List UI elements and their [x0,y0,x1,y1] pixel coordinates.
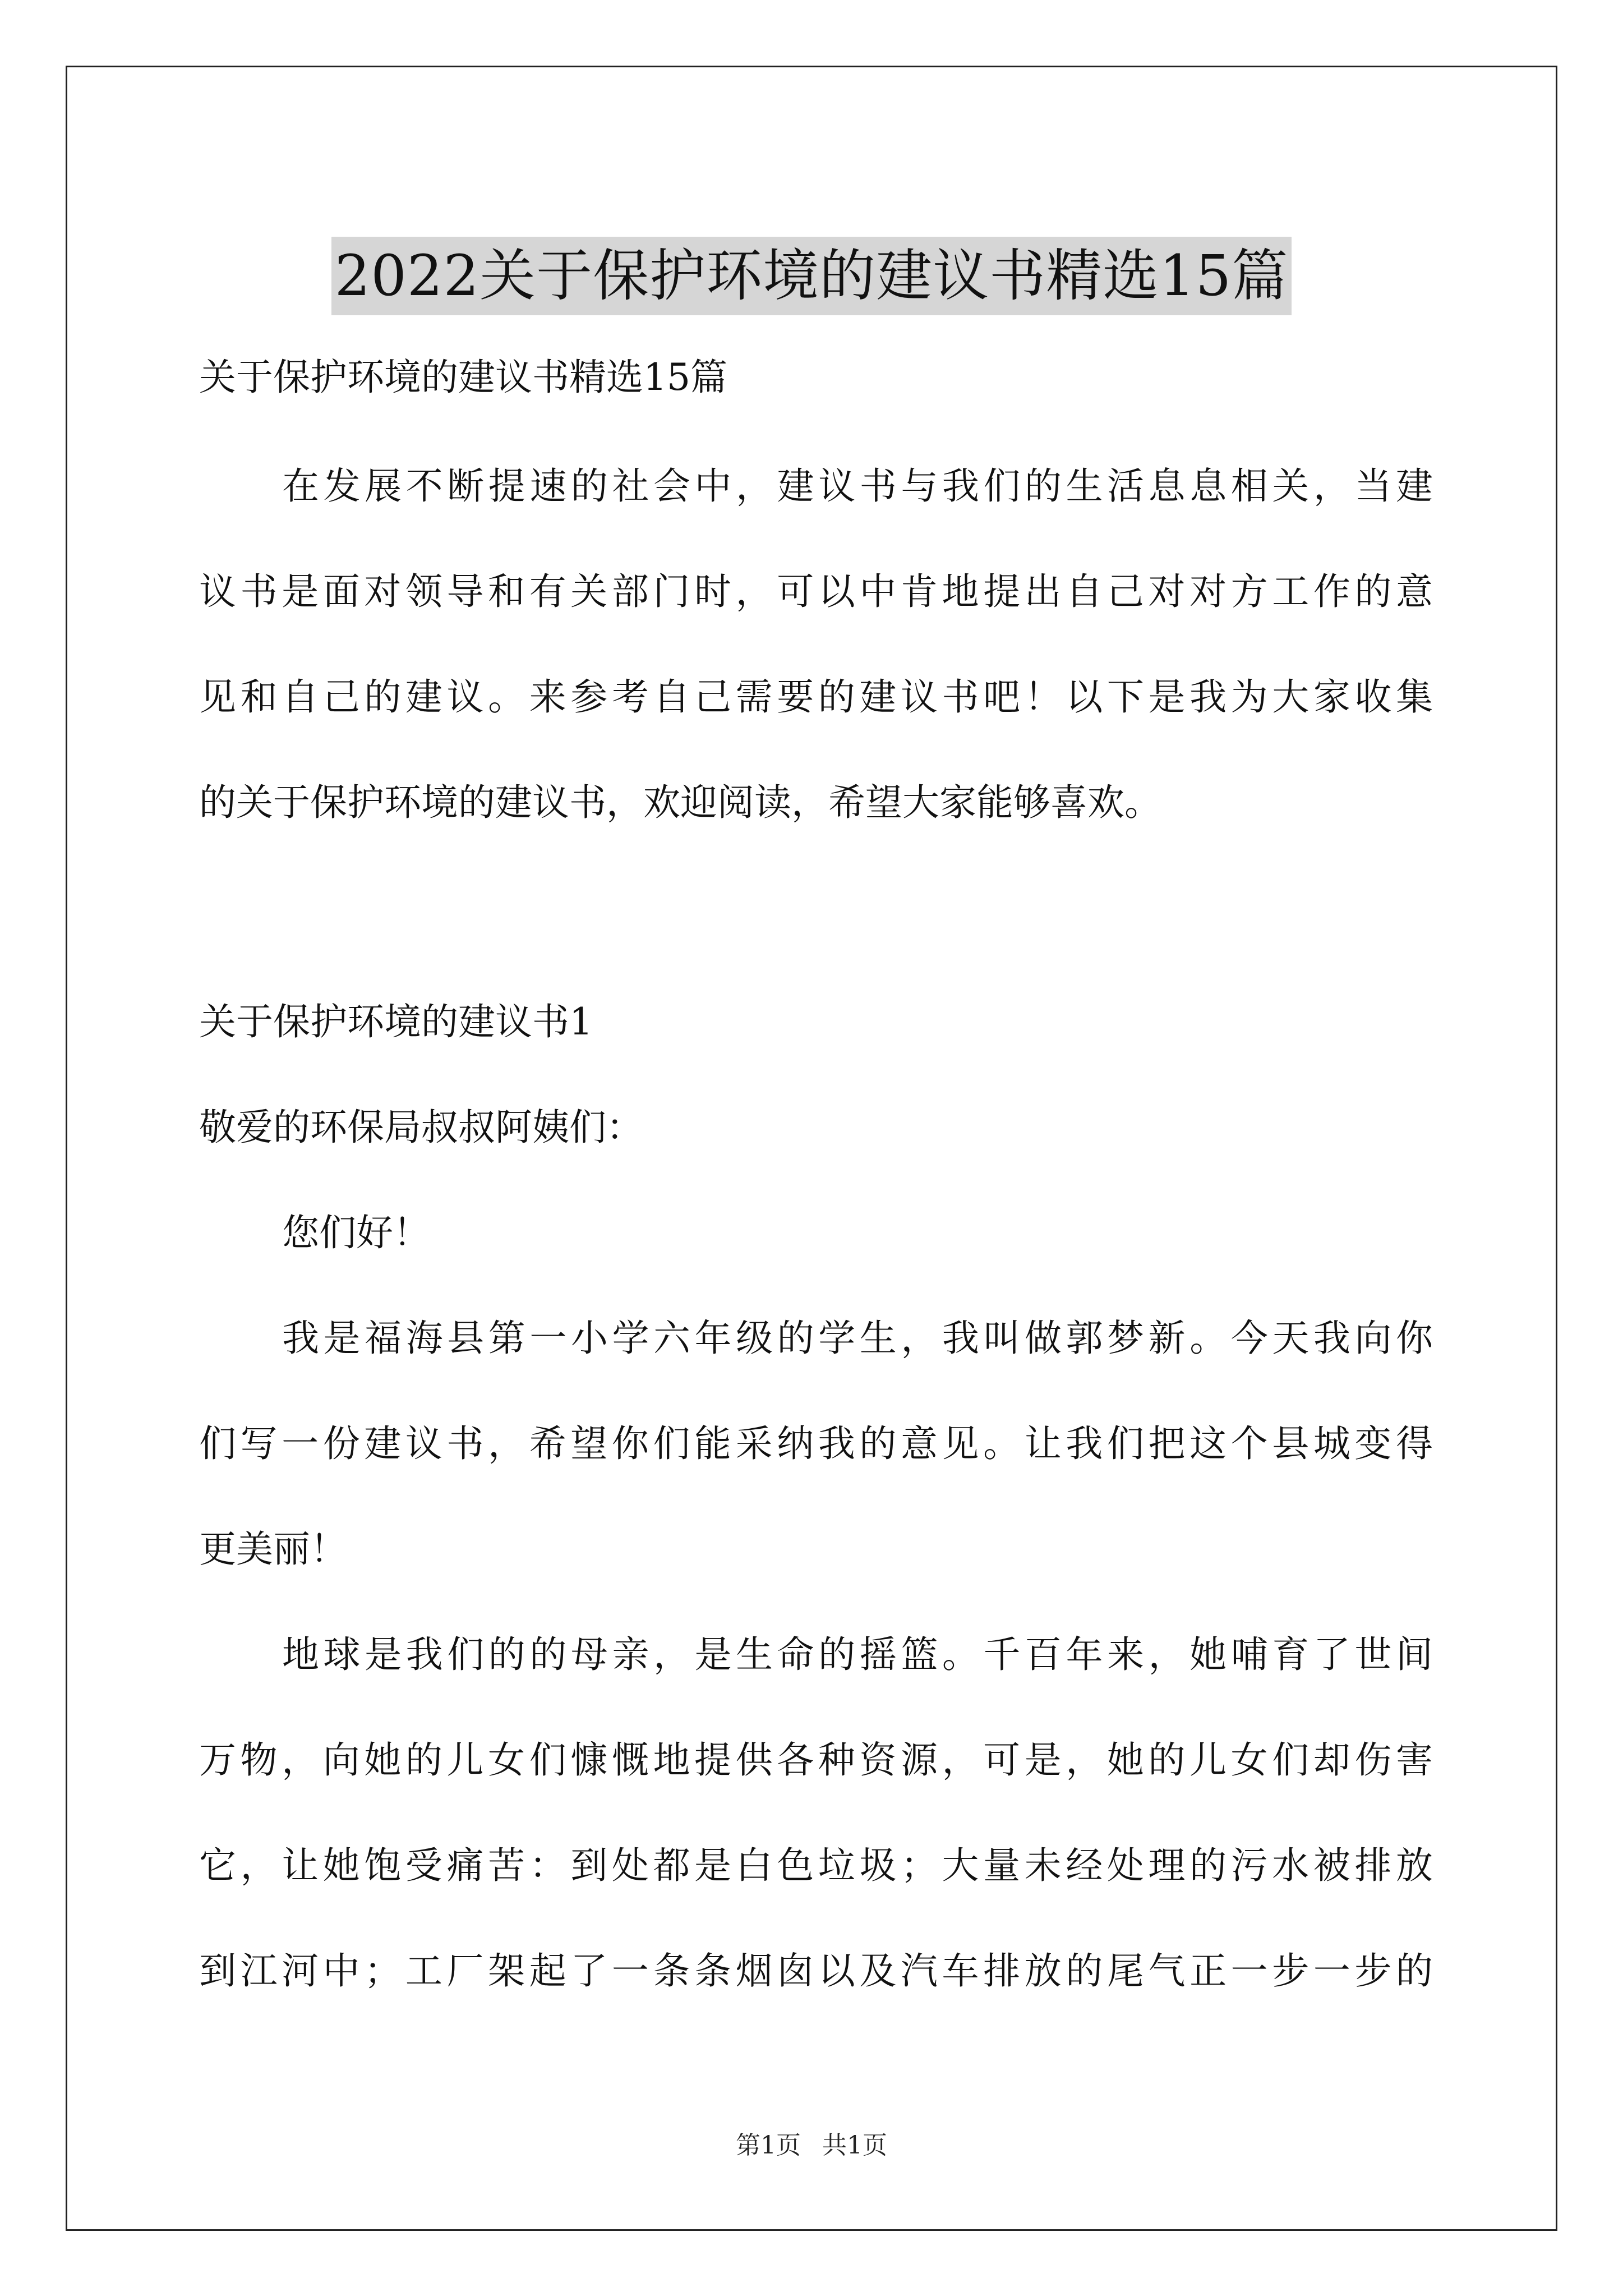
page-footer [0,2129,1623,2162]
page-number: 第1页 [736,2131,801,2160]
intro-line-4: 的关于保护环境的建议书，欢迎阅读，希望大家能够喜欢。 [199,781,1161,824]
intro-line-3: 见和自己的建议。来参考自己需要的建议书吧！以下是我为大家收集 [199,675,1433,719]
greeting-line: 您们好！ [282,1211,430,1254]
body-line-3: 更美丽！ [199,1527,347,1571]
title-container [0,199,1623,353]
page-total: 共1页 [822,2131,887,2160]
intro-line-2: 议书是面对领导和有关部门时，可以中肯地提出自己对对方工作的意 [199,570,1433,613]
body-line-1: 我是福海县第一小学六年级的学生，我叫做郭梦新。今天我向你 [282,1317,1433,1360]
body-line-4: 地球是我们的的母亲，是生命的摇篮。千百年来，她哺育了世间 [282,1633,1433,1676]
document-title: 2022关于保护环境的建议书精选15篇 [331,237,1292,315]
body-line-6: 它，让她饱受痛苦：到处都是白色垃圾；大量未经处理的污水被排放 [199,1844,1433,1887]
body-line-5: 万物，向她的儿女们慷慨地提供各种资源，可是，她的儿女们却伤害 [199,1738,1433,1782]
intro-line-1: 在发展不断提速的社会中，建议书与我们的生活息息相关，当建 [282,464,1433,508]
subtitle-line: 关于保护环境的建议书精选15篇 [199,356,727,399]
body-line-2: 们写一份建议书，希望你们能采纳我的意见。让我们把这个县城变得 [199,1422,1433,1465]
section-heading: 关于保护环境的建议书1 [199,1000,593,1043]
body-line-7: 到江河中；工厂架起了一条条烟囱以及汽车排放的尾气正一步一步的 [199,1949,1433,1993]
salutation-line: 敬爱的环保局叔叔阿姨们： [199,1106,643,1149]
